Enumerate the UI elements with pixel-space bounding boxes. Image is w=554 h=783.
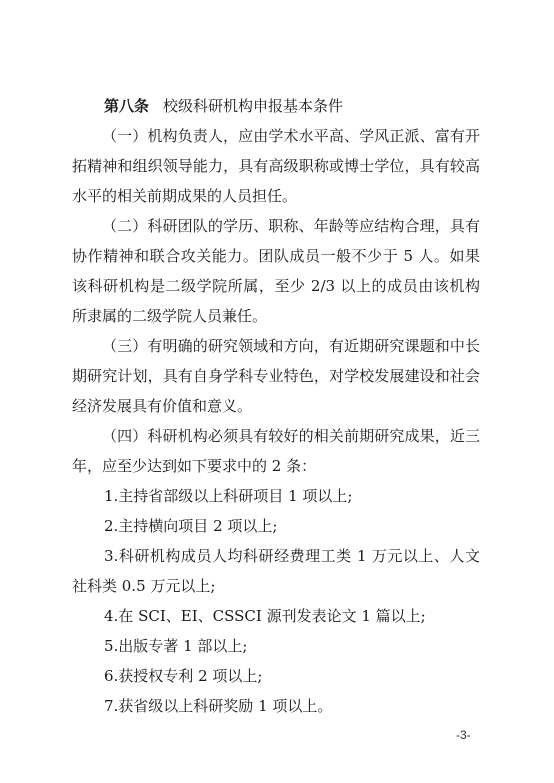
requirement-item-2: 2.主持横向项目 2 项以上; [104,517,278,535]
requirement-item-4: 4.在 SCI、EI、CSSCI 源刊发表论文 1 篇以上; [104,607,426,625]
paragraph-leader: （一）机构负责人，应由学术水平高、学风正派、富有开拓精神和组织领导能力，具有高级职称或博士学位，具有较高水平的相关前期成果的人员担任。 [72,127,480,205]
requirement-item-6: 6.获授权专利 2 项以上; [104,667,263,685]
page-number: -3- [456,728,471,742]
paragraph-research-direction: （三）有明确的研究领域和方向，有近期研究课题和中长期研究计划，具有自身学科专业特色，对学校发展建设和社会经济发展具有价值和意义。 [72,337,480,415]
article-heading [104,96,343,116]
requirement-item-7: 7.获省级以上科研奖励 1 项以上。 [104,697,333,715]
paragraph-team: （二）科研团队的学历、职称、年龄等应结构合理，具有协作精神和联合攻关能力。团队成员一般不少于 5 人。如果该科研机构是二级学院所属，至少 2/3 以上的成员由该机构所隶属的二级学院人员兼任。 [72,217,480,325]
requirement-item-1: 1.主持省部级以上科研项目 1 项以上; [104,487,353,505]
article-number: 第八条 [104,97,150,115]
paragraph-achievements: （四）科研机构必须具有较好的相关前期研究成果，近三年，应至少达到如下要求中的 2 条： [72,427,480,475]
requirement-item-5: 5.出版专著 1 部以上; [104,637,248,655]
article-title: 校级科研机构申报基本条件 [163,97,344,115]
requirement-item-3: 3.科研机构成员人均科研经费理工类 1 万元以上、人文社科类 0.5 万元以上; [72,547,480,595]
